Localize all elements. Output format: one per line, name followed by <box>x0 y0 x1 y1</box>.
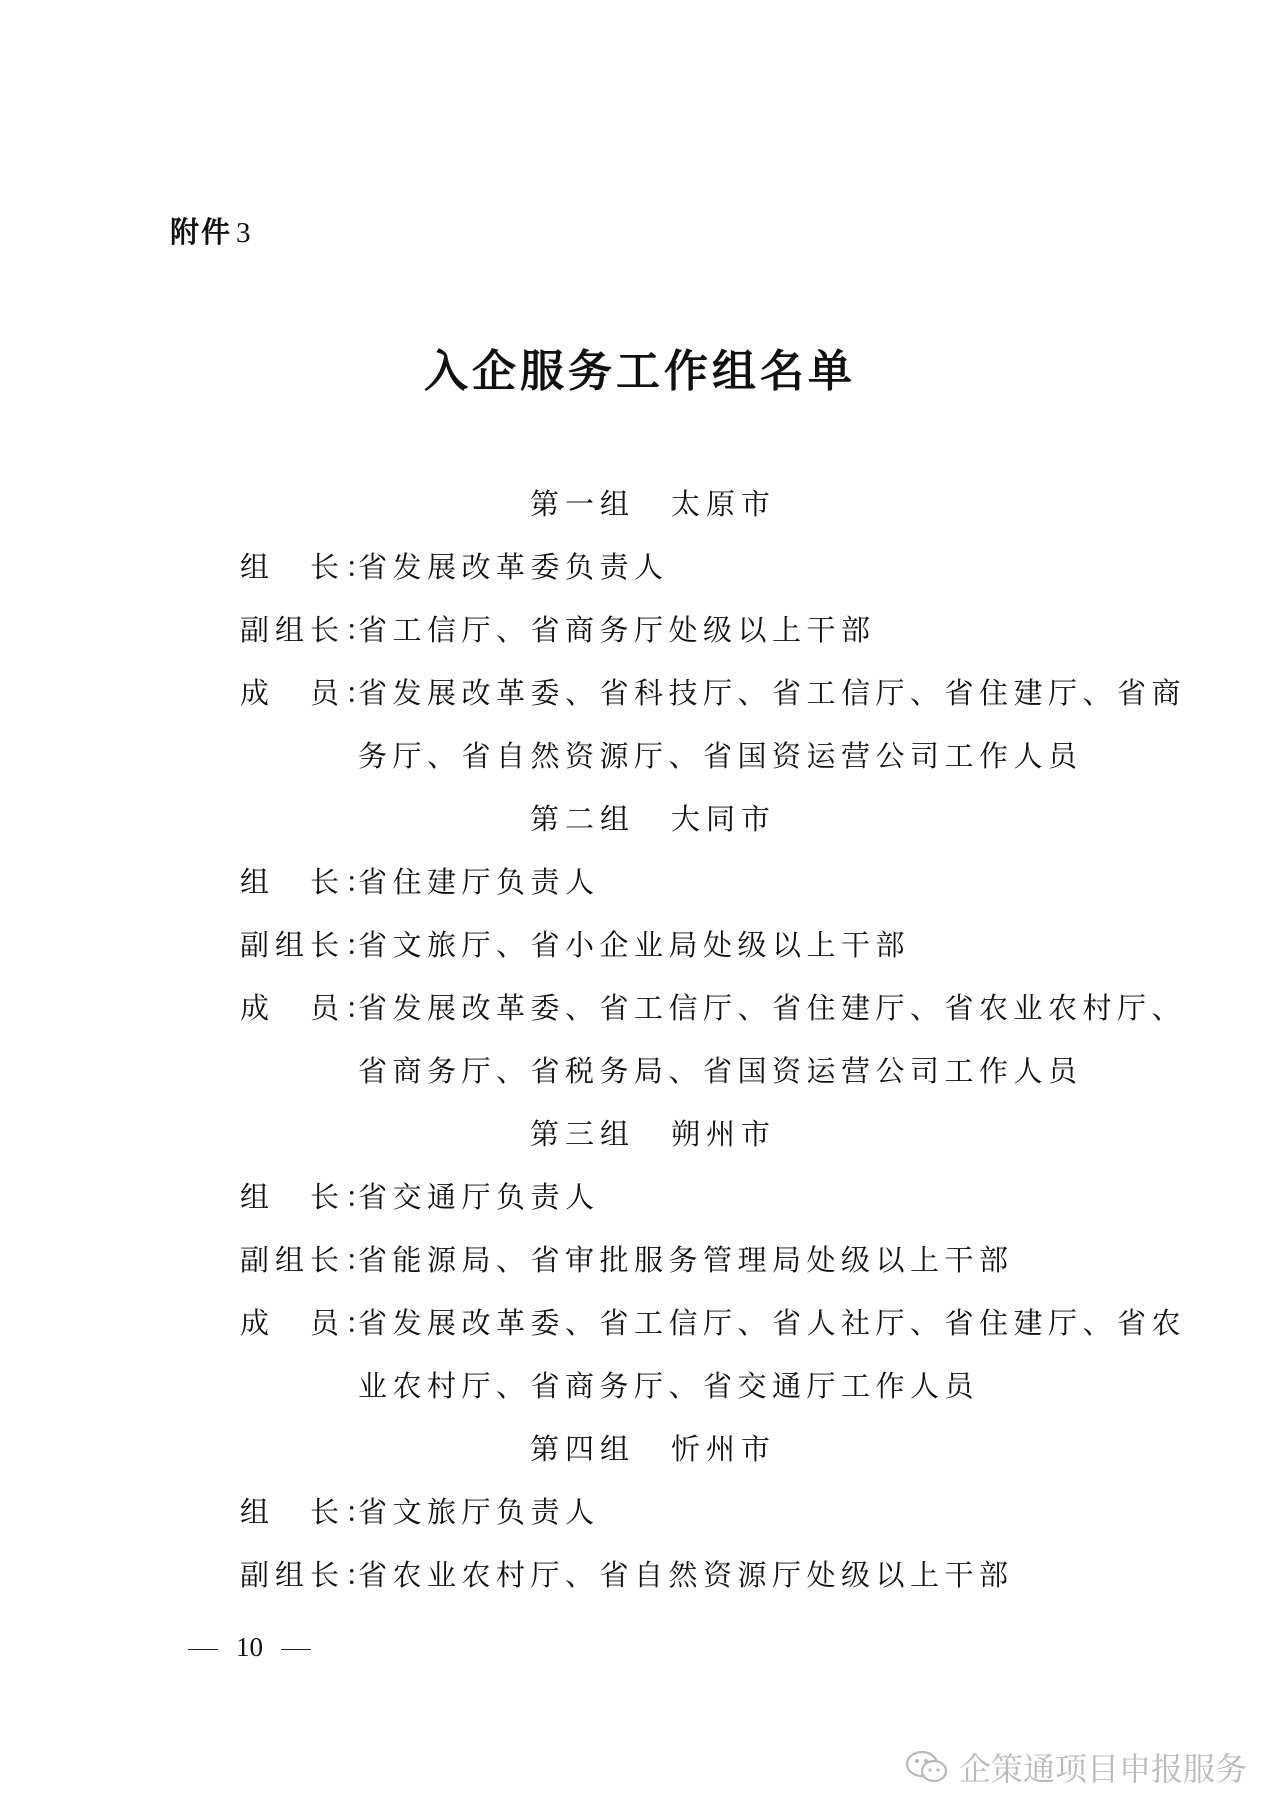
deputy-text: 省农业农村厅、省自然资源厅处级以上干部 <box>358 1558 1014 1592</box>
group-city: 太原市 <box>671 487 777 521</box>
leader-line <box>240 1490 600 1531</box>
members-continuation: 务厅、省自然资源厅、省国资运营公司工作人员 <box>358 739 1083 773</box>
leader-text: 省住建厅负责人 <box>358 865 600 899</box>
deputy-label: 副组长： <box>240 1243 381 1277</box>
attachment-text: 附件 <box>170 215 233 249</box>
group-name: 第三组 <box>530 1117 636 1151</box>
leader-line <box>240 1175 600 1216</box>
wechat-icon <box>905 1750 949 1784</box>
leader-label: 组 长： <box>240 550 381 584</box>
watermark-text: 企策通项目申报服务 <box>959 1750 1248 1788</box>
members-line <box>240 1301 1186 1342</box>
attachment-number: 3 <box>236 217 253 249</box>
members-label: 成 员： <box>240 676 381 710</box>
members-continuation: 省商务厅、省税务局、省国资运营公司工作人员 <box>358 1054 1083 1088</box>
page-number <box>170 1632 329 1663</box>
group-name: 第四组 <box>530 1432 636 1466</box>
dash-left <box>188 1649 218 1650</box>
deputy-line <box>240 1553 1014 1594</box>
page-number-text: 10 <box>236 1632 263 1662</box>
leader-line <box>240 545 669 586</box>
group-heading <box>530 797 776 838</box>
group-name: 第二组 <box>530 802 636 836</box>
deputy-label: 副组长： <box>240 613 381 647</box>
members-continuation: 业农村厅、省商务厅、省交通厅工作人员 <box>358 1369 980 1403</box>
group-city: 朔州市 <box>671 1117 777 1151</box>
members-line <box>240 671 1186 712</box>
leader-text: 省文旅厅负责人 <box>358 1495 600 1529</box>
document-title: 入企服务工作组名单 <box>424 346 856 397</box>
group-heading <box>530 1427 776 1468</box>
deputy-line <box>240 608 876 649</box>
leader-label: 组 长： <box>240 1495 381 1529</box>
group-heading <box>530 1112 776 1153</box>
deputy-line <box>240 1238 1014 1279</box>
deputy-label: 副组长： <box>240 1558 381 1592</box>
deputy-text: 省能源局、省审批服务管理局处级以上干部 <box>358 1243 1014 1277</box>
deputy-label: 副组长： <box>240 928 381 962</box>
group-city: 忻州市 <box>671 1432 777 1466</box>
dash-right <box>281 1649 311 1650</box>
members-text: 省发展改革委、省科技厅、省工信厅、省住建厅、省商 <box>358 676 1187 710</box>
group-city: 大同市 <box>671 802 777 836</box>
leader-label: 组 长： <box>240 865 381 899</box>
leader-text: 省发展改革委负责人 <box>358 550 669 584</box>
deputy-line <box>240 923 910 964</box>
members-label: 成 员： <box>240 991 381 1025</box>
members-line <box>240 986 1186 1027</box>
deputy-text: 省工信厅、省商务厅处级以上干部 <box>358 613 876 647</box>
members-text: 省发展改革委、省工信厅、省住建厅、省农业农村厅、 <box>358 991 1187 1025</box>
members-label: 成 员： <box>240 1306 381 1340</box>
leader-text: 省交通厅负责人 <box>358 1180 600 1214</box>
deputy-text: 省文旅厅、省小企业局处级以上干部 <box>358 928 911 962</box>
watermark <box>905 1744 1247 1790</box>
group-name: 第一组 <box>530 487 636 521</box>
attachment-label <box>170 210 253 251</box>
leader-line <box>240 860 600 901</box>
group-heading <box>530 482 776 523</box>
members-text: 省发展改革委、省工信厅、省人社厅、省住建厅、省农 <box>358 1306 1187 1340</box>
leader-label: 组 长： <box>240 1180 381 1214</box>
